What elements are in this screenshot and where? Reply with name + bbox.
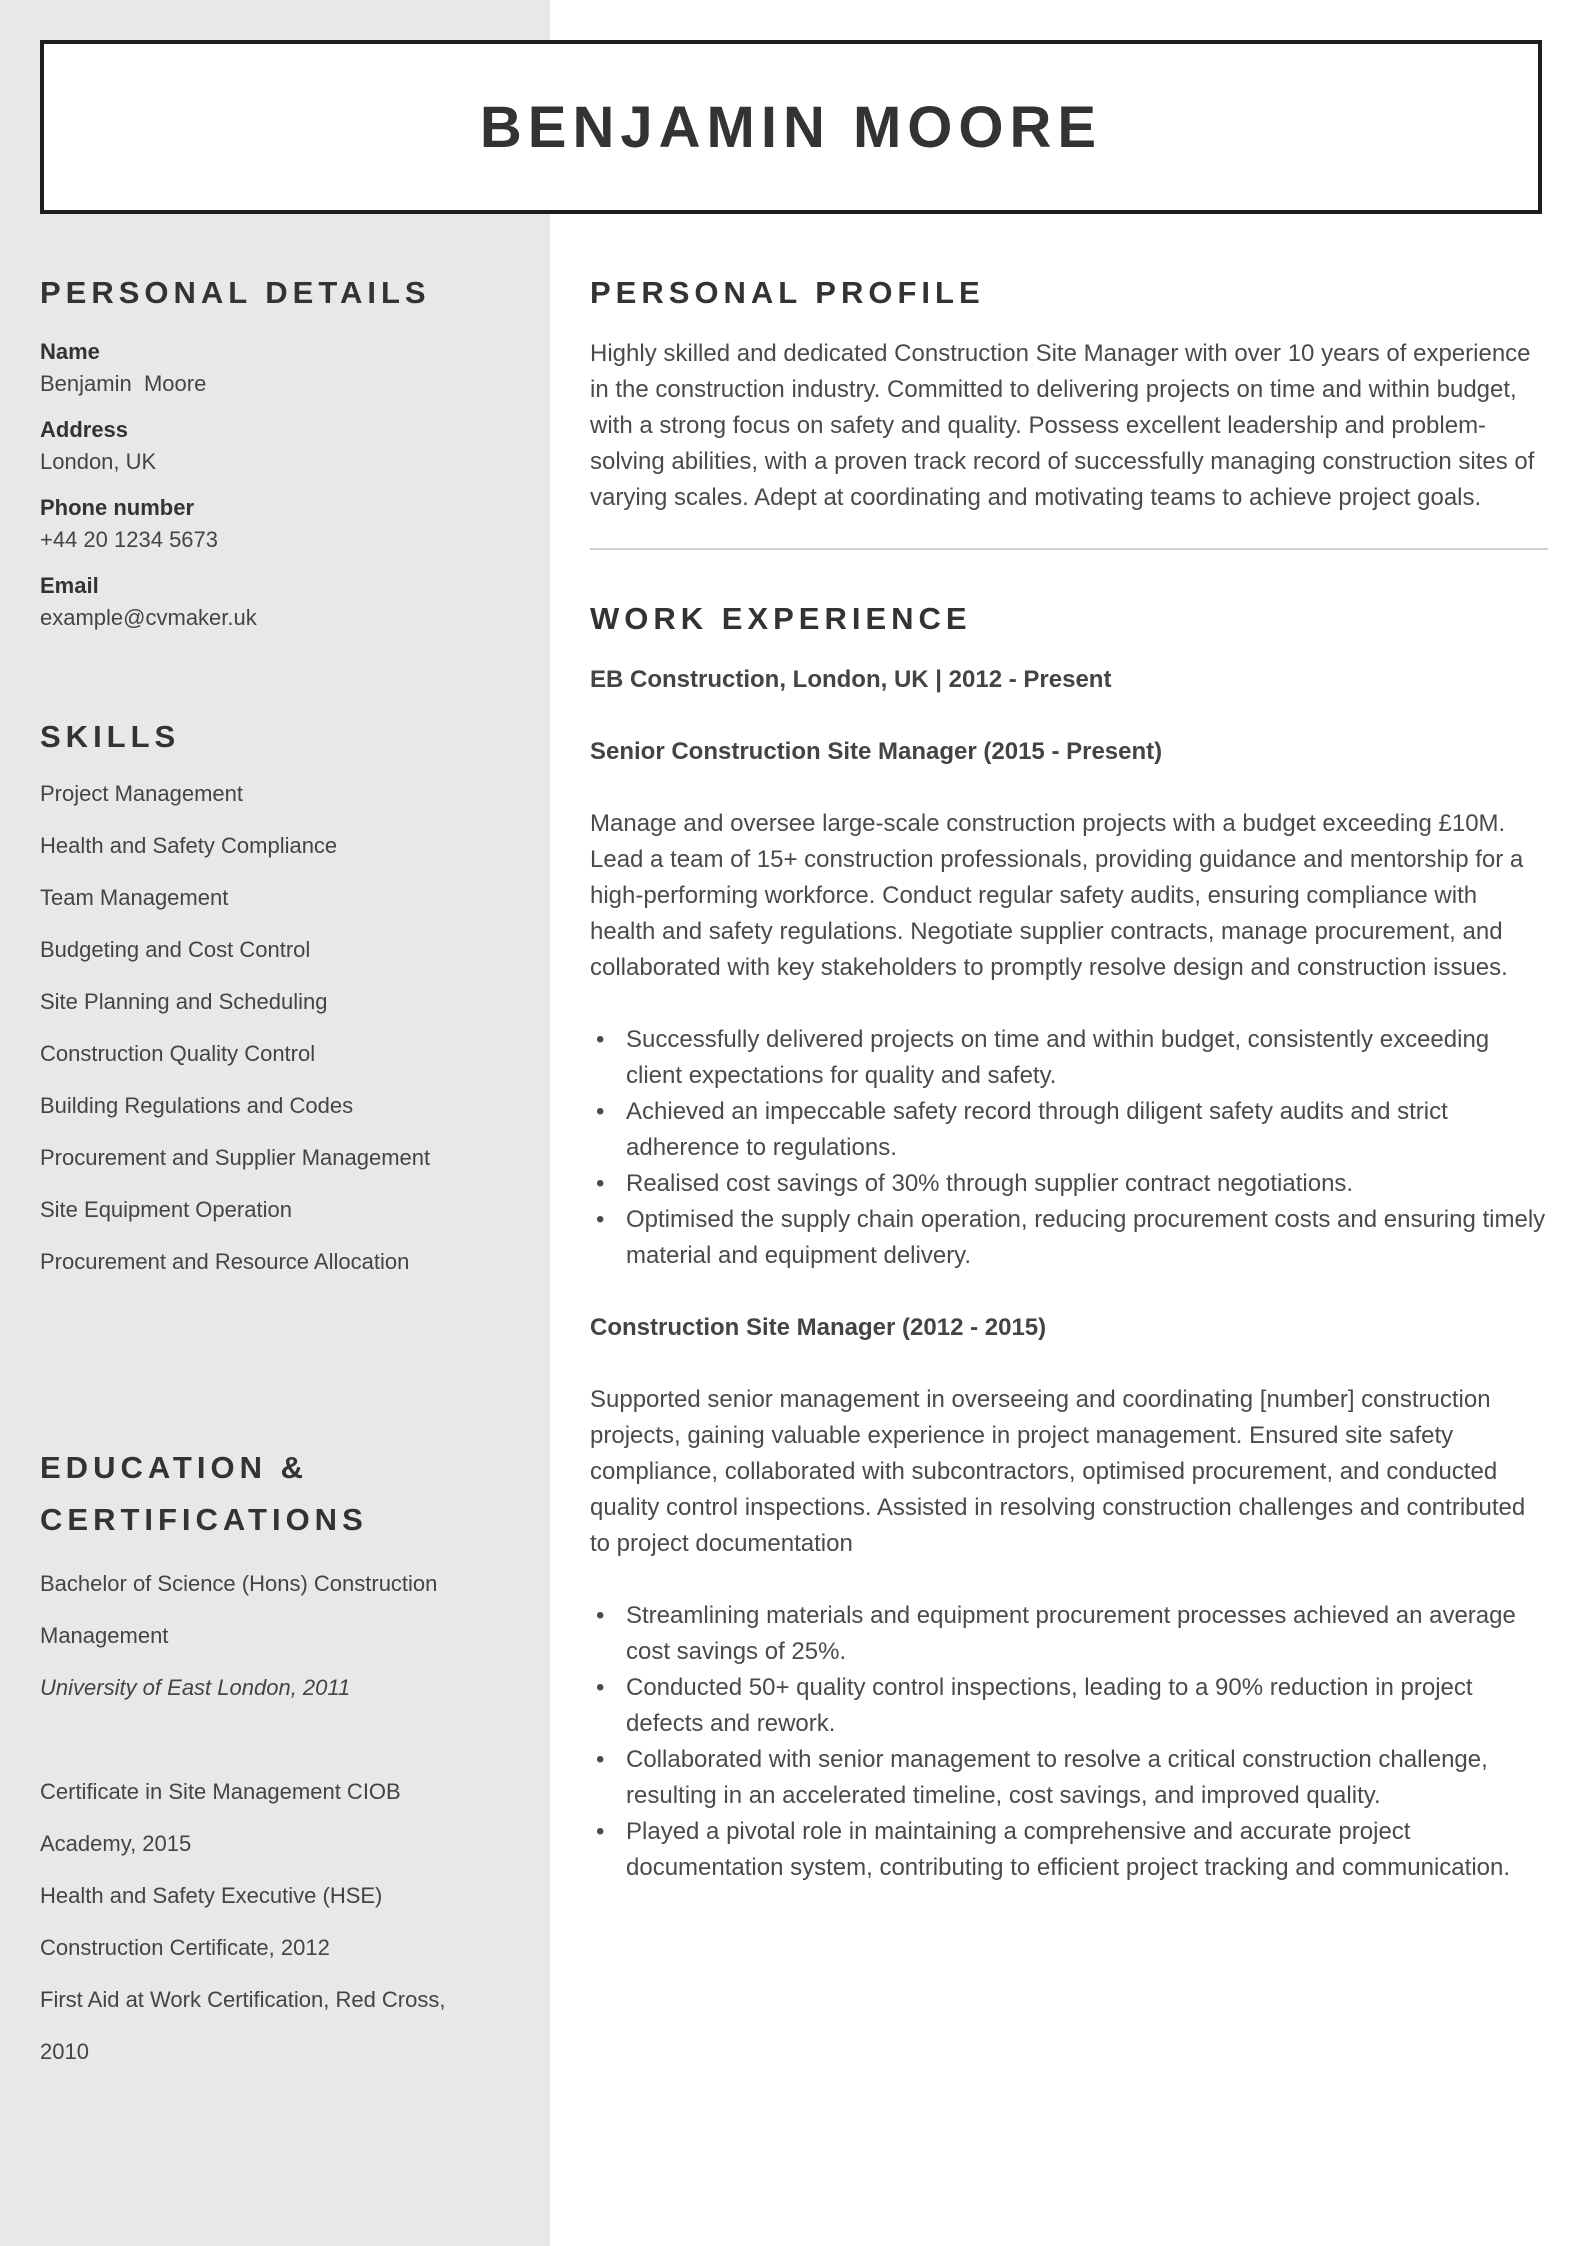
certification-line: Construction Certificate, 2012: [40, 1935, 330, 1960]
achievement-item: • Achieved an impeccable safety record through diligent safety audits and strict adherence to regulations.: [626, 1094, 1548, 1166]
achievement-item: • Streamlining materials and equipment procurement processes achieved an average cost savings of 25%.: [626, 1598, 1548, 1670]
certification-line: Certificate in Site Management CIOB: [40, 1779, 401, 1804]
achievements-list: [590, 1022, 1548, 1274]
candidate-name: BENJAMIN MOORE: [479, 94, 1103, 160]
skill-item: Budgeting and Cost Control: [40, 937, 311, 962]
education-spacer: [40, 1714, 520, 1766]
detail-value: +44 20 1234 5673: [40, 527, 219, 552]
achievements-list: [590, 1598, 1548, 1886]
achievement-item: • Realised cost savings of 30% through supplier contract negotiations.: [626, 1166, 1548, 1202]
detail-label: Address: [40, 417, 129, 442]
section-divider: [590, 548, 1548, 550]
name-header-box: [40, 40, 1542, 214]
achievement-item: • Successfully delivered projects on time and within budget, consistently exceeding client expectations for quality and safety.: [626, 1022, 1548, 1094]
skill-item: Team Management: [40, 885, 229, 910]
detail-value: London, UK: [40, 449, 157, 474]
degree-line: Bachelor of Science (Hons) Construction: [40, 1571, 438, 1596]
job-title: Construction Site Manager (2012 - 2015): [590, 1314, 1047, 1341]
education-title-line2: CERTIFICATIONS: [40, 1502, 368, 1537]
company-line: EB Construction, London, UK | 2012 - Present: [590, 666, 1112, 693]
detail-label: Name: [40, 339, 100, 364]
achievement-item: • Collaborated with senior management to resolve a critical construction challenge, resulting in an accelerated timeline, cost savings, and improved quality.: [626, 1742, 1548, 1814]
skills-title: SKILLS: [40, 719, 181, 754]
achievement-item: • Played a pivotal role in maintaining a comprehensive and accurate project documentation system, contributing to efficient project tracking and communication.: [626, 1814, 1548, 1886]
personal-details-title: PERSONAL DETAILS: [40, 275, 431, 310]
sidebar: [40, 272, 520, 2078]
degree-school: University of East London, 2011: [40, 1675, 351, 1700]
job-summary: Supported senior management in overseeing and coordinating [number] construction projects, gaining valuable experience in project management. Ensured site safety compliance, collaborated with subcontractors, optimised procurement, and conducted quality control inspections. Assisted in resolving construction challenges and contributed to project documentation: [590, 1386, 1526, 1557]
education-title: [40, 1442, 520, 1546]
skill-item: Procurement and Resource Allocation: [40, 1249, 410, 1274]
education-title-line1: EDUCATION &: [40, 1450, 308, 1485]
certification-line: Academy, 2015: [40, 1831, 192, 1856]
detail-label: Email: [40, 573, 99, 598]
detail-phone: [40, 492, 520, 556]
certification-line: Health and Safety Executive (HSE): [40, 1883, 383, 1908]
detail-label: Phone number: [40, 495, 195, 520]
detail-email: [40, 570, 520, 634]
skill-item: Project Management: [40, 781, 243, 806]
work-experience-title: WORK EXPERIENCE: [590, 601, 972, 636]
skills-list: [40, 768, 520, 1288]
certification-line: 2010: [40, 2039, 89, 2064]
main-content: [590, 272, 1548, 1886]
degree-line: Management: [40, 1623, 169, 1648]
skill-item: Site Equipment Operation: [40, 1197, 292, 1222]
profile-title: PERSONAL PROFILE: [590, 275, 985, 310]
job-title: Senior Construction Site Manager (2015 - Present): [590, 738, 1163, 765]
skill-item: Procurement and Supplier Management: [40, 1145, 431, 1170]
job-summary: Manage and oversee large-scale construction projects with a budget exceeding £10M. Lead a team of 15+ construction professionals, providing guidance and mentorship for a high-performing workforce. Conduct regular safety audits, ensuring compliance with health and safety regulations. Negotiate supplier contracts, manage procurement, and collaborated with key stakeholders to promptly resolve design and construction issues.: [590, 810, 1524, 981]
detail-value: Benjamin Moore: [40, 371, 207, 396]
skill-item: Site Planning and Scheduling: [40, 989, 328, 1014]
skill-item: Construction Quality Control: [40, 1041, 316, 1066]
profile-text: Highly skilled and dedicated Construction Site Manager with over 10 years of experience in the construction industry. Committed to delivering projects on time and within budget, with a strong focus on safety and quality. Possess excellent leadership and problem-solving abilities, with a proven track record of successfully managing construction sites of varying scales. Adept at coordinating and motivating teams to achieve project goals.: [590, 340, 1535, 511]
achievement-item: • Optimised the supply chain operation, reducing procurement costs and ensuring timely material and equipment delivery.: [626, 1202, 1548, 1274]
skill-item: Building Regulations and Codes: [40, 1093, 354, 1118]
education-list: [40, 1558, 520, 2078]
skill-item: Health and Safety Compliance: [40, 833, 338, 858]
detail-value: example@cvmaker.uk: [40, 605, 257, 630]
detail-address: [40, 414, 520, 478]
detail-name: [40, 336, 520, 400]
achievement-item: • Conducted 50+ quality control inspections, leading to a 90% reduction in project defects and rework.: [626, 1670, 1548, 1742]
certification-line: First Aid at Work Certification, Red Cross,: [40, 1987, 446, 2012]
